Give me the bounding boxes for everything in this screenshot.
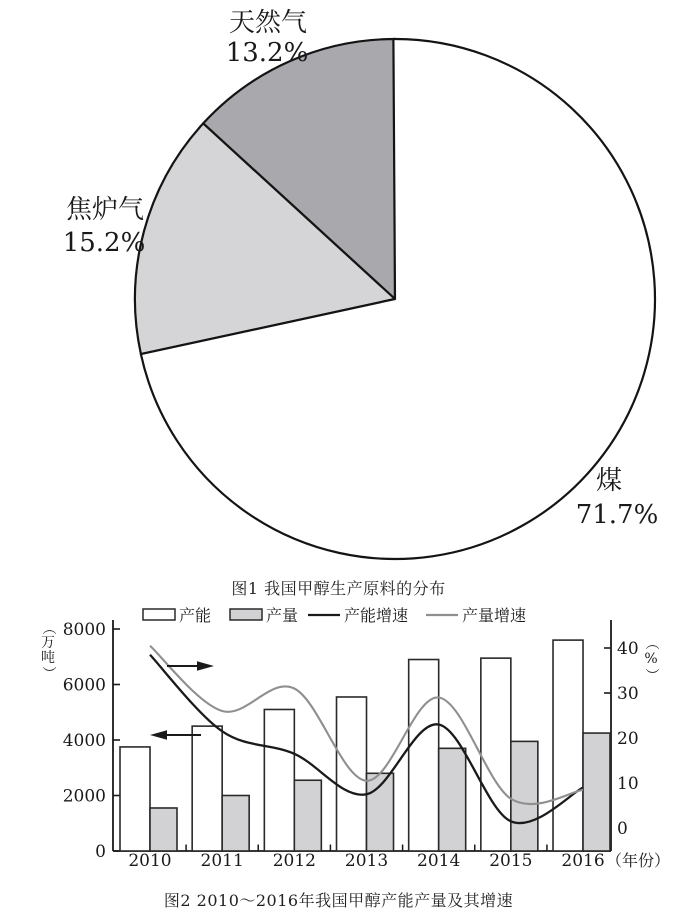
legend-swatch-产能 [143, 609, 175, 620]
pie-value: 71.7% [575, 500, 659, 530]
产量-bar [222, 796, 249, 852]
产能-bar [481, 658, 511, 851]
产能-bar [120, 747, 150, 851]
legend-label: 产量 [266, 606, 299, 625]
right-tick-label: 40 [617, 639, 639, 659]
year-label: 2015 [489, 851, 533, 871]
产能-bar [337, 697, 367, 851]
right-axis-unit: ） [643, 668, 659, 682]
right-axis-unit: % [644, 651, 658, 667]
right-tick-label: 0 [617, 819, 628, 839]
产能-bar [553, 640, 583, 851]
legend-label: 产量增速 [462, 606, 527, 625]
figure1-caption: 图1 我国甲醇生产原料的分布 [231, 579, 446, 598]
legend-label: 产能 [179, 606, 212, 625]
right-tick-label: 30 [617, 684, 639, 704]
产量-bar [439, 748, 466, 851]
产能-bar [192, 726, 222, 851]
year-label: 2012 [272, 851, 316, 871]
year-label: 2016 [561, 851, 605, 871]
right-arrow-head [197, 661, 214, 671]
left-tick-label: 4000 [62, 731, 106, 751]
combo-chart [0, 598, 677, 888]
year-label: 2014 [417, 851, 461, 871]
产量-bar [294, 780, 321, 851]
left-arrow-head [150, 730, 167, 740]
left-axis-unit: ） [40, 666, 56, 680]
pie-label: 焦炉气 [65, 195, 145, 225]
pie-value: 13.2% [225, 38, 309, 68]
pie-value: 15.2% [62, 228, 146, 258]
x-axis-unit: （年份） [605, 851, 671, 870]
left-tick-label: 8000 [62, 620, 106, 640]
left-axis-unit: 吨 [41, 650, 55, 666]
产量-bar [150, 808, 177, 851]
产量-bar [583, 733, 610, 851]
legend-swatch-产量 [230, 609, 262, 620]
产量-bar [511, 741, 538, 851]
right-tick-label: 10 [617, 774, 639, 794]
产能-bar [409, 660, 439, 851]
right-axis-unit: （ [643, 636, 659, 650]
legend-label: 产能增速 [344, 606, 409, 625]
left-axis-unit: 万 [41, 635, 55, 651]
left-tick-label: 2000 [62, 786, 106, 807]
right-tick-label: 20 [617, 729, 639, 749]
combo-chart-svg [0, 598, 677, 888]
year-label: 2010 [128, 851, 172, 871]
left-tick-label: 0 [95, 842, 106, 862]
figure2-caption: 图2 2010～2016年我国甲醇产能产量及其增速 [163, 891, 514, 910]
产能-bar [264, 709, 294, 851]
left-tick-label: 6000 [62, 675, 106, 696]
pie-label: 天然气 [228, 8, 308, 38]
left-axis-unit: （ [40, 621, 56, 635]
year-label: 2011 [200, 851, 244, 871]
pie-label: 煤 [595, 466, 623, 496]
year-label: 2013 [344, 851, 389, 871]
